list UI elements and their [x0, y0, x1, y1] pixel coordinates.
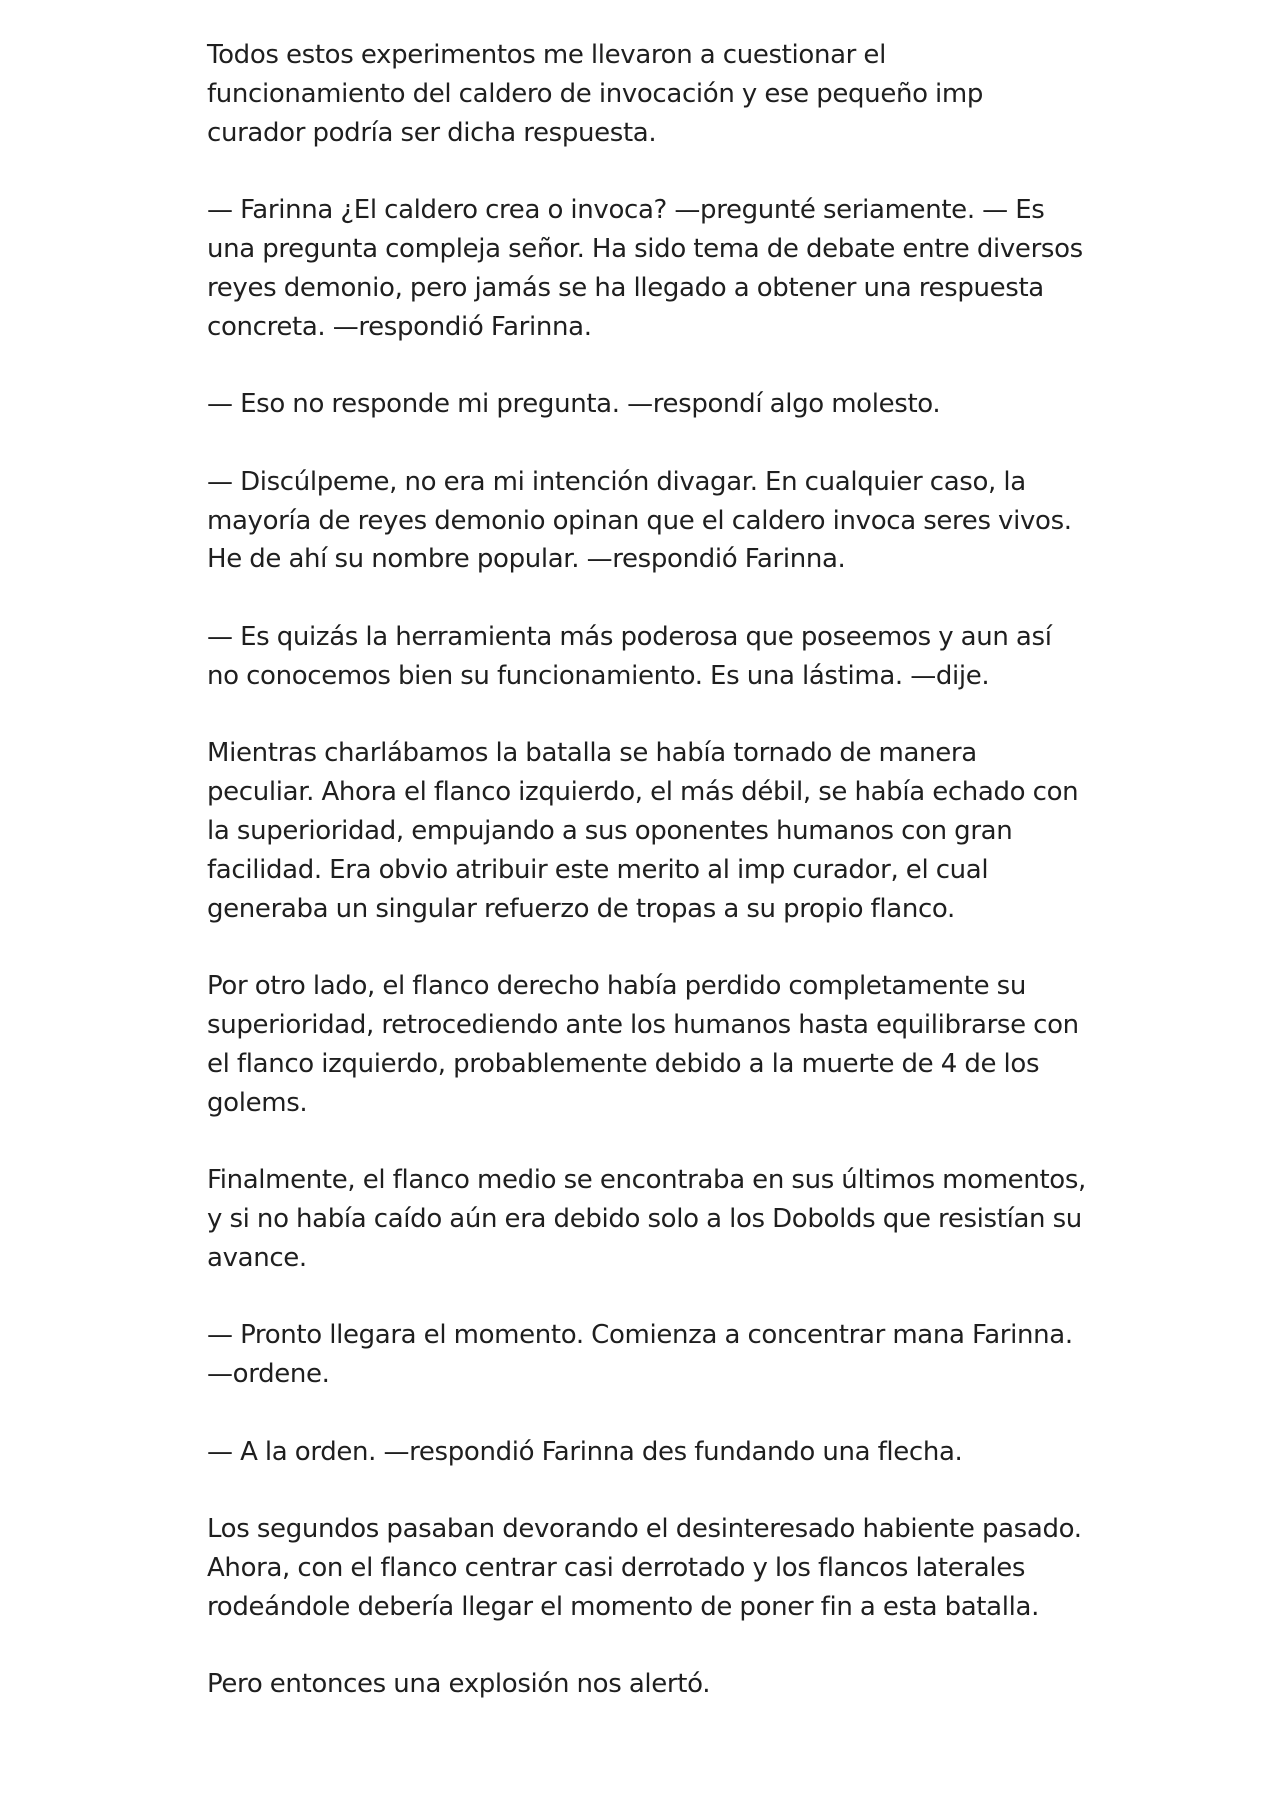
paragraph: — Pronto llegara el momento. Comienza a concentrar mana Farinna. —ordene. — [207, 1320, 1073, 1390]
paragraph: — Farinna ¿El caldero crea o invoca? —pregunté seriamente. — Es una pregunta compleja señor. Ha sido tema de debate entre diversos reyes demonio, pero jamás se ha llegado a obtener una respuesta concreta. —respondió Farinna. — [207, 195, 1083, 342]
paragraph: — Eso no responde mi pregunta. —respondí algo molesto. — [207, 389, 941, 420]
paragraph: Mientras charlábamos la batalla se había tornado de manera peculiar. Ahora el flanco izquierdo, el más débil, se había echado con la superioridad, empujando a sus oponentes humanos con gran facilidad. Era obvio atribuir este merito al imp curador, el cual generaba un singular refuerzo de tropas a su propio flanco. — [207, 738, 1079, 924]
paragraph: — A la orden. —respondió Farinna des fundando una flecha. — [207, 1436, 963, 1467]
paragraph: — Es quizás la herramienta más poderosa que poseemos y aun así no conocemos bien su funcionamiento. Es una lástima. —dije. — [207, 621, 1052, 691]
paragraph: Por otro lado, el flanco derecho había perdido completamente su superioridad, retrocediendo ante los humanos hasta equilibrarse con el flanco izquierdo, probablemente debido a la muerte de 4 de los golems. — [207, 971, 1079, 1118]
paragraph: Los segundos pasaban devorando el desinteresado habiente pasado. Ahora, con el flanco centrar casi derrotado y los flancos laterales rodeándole debería llegar el momento de poner fin a esta batalla. — [207, 1514, 1082, 1622]
paragraph: — Discúlpeme, no era mi intención divagar. En cualquier caso, la mayoría de reyes demonio opinan que el caldero invoca seres vivos. He de ahí su nombre popular. —respondió Farinna. — [207, 466, 1072, 575]
paragraph: Todos estos experimentos me llevaron a cuestionar el funcionamiento del caldero de invocación y ese pequeño imp curador podría ser dicha respuesta. — [207, 40, 984, 148]
paragraph: Finalmente, el flanco medio se encontraba en sus últimos momentos, y si no había caído aún era debido solo a los Dobolds que resistían su avance. — [207, 1165, 1086, 1273]
text-column — [207, 36, 1087, 1704]
paragraph: Pero entonces una explosión nos alertó. — [207, 1669, 711, 1700]
